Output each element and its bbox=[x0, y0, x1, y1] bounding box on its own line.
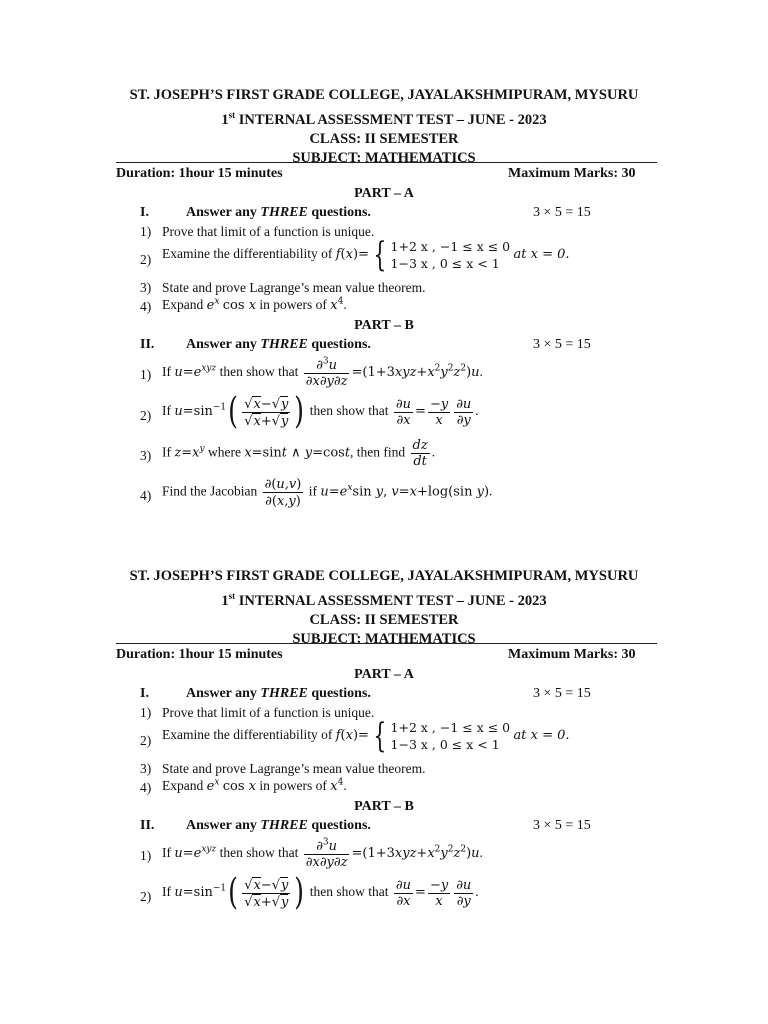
section-instruction: Answer any THREE questions. bbox=[186, 337, 371, 352]
duration: Duration: 1hour 15 minutes bbox=[116, 647, 283, 662]
section-marks: 3 × 5 = 15 bbox=[533, 337, 591, 352]
section-instruction: Answer any THREE questions. bbox=[186, 686, 371, 701]
max-marks: Maximum Marks: 30 bbox=[508, 166, 636, 181]
question-text: State and prove Lagrange’s mean value theorem. bbox=[162, 761, 426, 776]
part-a-title: PART – A bbox=[354, 667, 414, 682]
section-number: II. bbox=[140, 818, 155, 833]
question-number: 2) bbox=[140, 252, 152, 267]
part-a-title: PART – A bbox=[354, 186, 414, 201]
part-b-title: PART – B bbox=[354, 318, 414, 333]
header-divider bbox=[116, 643, 657, 644]
section-marks: 3 × 5 = 15 bbox=[533, 205, 591, 220]
paper-header bbox=[0, 567, 768, 650]
question-paper-1 bbox=[0, 86, 768, 509]
college-name: ST. JOSEPH’S FIRST GRADE COLLEGE, JAYALAKSHMIPURAM, MYSURU bbox=[129, 568, 639, 584]
question-paper-2 bbox=[0, 567, 768, 913]
part-b-title: PART – B bbox=[354, 799, 414, 814]
question-number: 1) bbox=[140, 224, 152, 239]
test-title: 1st INTERNAL ASSESSMENT TEST – JUNE - 2023 bbox=[221, 109, 547, 128]
question-text: If $u=e^{xyz}$ then show that $\frac{\partial^3u}{\partial x\partial y\partial z}$ $=(1+3xyz+x^2y^2z^2)u$. bbox=[162, 837, 483, 870]
max-marks: Maximum Marks: 30 bbox=[508, 647, 636, 662]
question-text: State and prove Lagrange’s mean value theorem. bbox=[162, 280, 426, 295]
question-text: Expand $e^x$ cos x in powers of $x^4$. bbox=[162, 777, 347, 794]
section-number: I. bbox=[140, 205, 149, 220]
section-marks: 3 × 5 = 15 bbox=[533, 818, 591, 833]
section-number: II. bbox=[140, 337, 155, 352]
question-number: 1) bbox=[140, 705, 152, 720]
paper-header bbox=[0, 86, 768, 169]
question-text: Examine the differentiability of f(x)= { 1+2 x , −1 ≤ x ≤ 0 1−3 x , 0 ≤ x < 1 at x = 0. bbox=[162, 716, 570, 756]
question-text: Find the Jacobian $\frac{\partial(u,v)}{\partial(x,y)}$ if $u=e^x\sin$ y, v=x+log(sin y). bbox=[162, 477, 493, 509]
question-number: 2) bbox=[140, 408, 152, 423]
section-instruction: Answer any THREE questions. bbox=[186, 205, 371, 220]
question-number: 2) bbox=[140, 733, 152, 748]
college-name: ST. JOSEPH’S FIRST GRADE COLLEGE, JAYALAKSHMIPURAM, MYSURU bbox=[129, 87, 639, 103]
question-text: If $u=e^{xyz}$ then show that $\frac{\partial^3u}{\partial x\partial y\partial z}$ $=(1+3xyz+x^2y^2z^2)u$. bbox=[162, 356, 483, 389]
question-number: 1) bbox=[140, 367, 152, 382]
section-instruction: Answer any THREE questions. bbox=[186, 818, 371, 833]
class-label: CLASS: II SEMESTER bbox=[309, 130, 459, 147]
class-label: CLASS: II SEMESTER bbox=[309, 611, 459, 628]
header-divider bbox=[116, 162, 657, 163]
question-number: 3) bbox=[140, 448, 152, 463]
question-text: Examine the differentiability of f(x)= { 1+2 x , −1 ≤ x ≤ 0 1−3 x , 0 ≤ x < 1 at x = 0. bbox=[162, 235, 570, 275]
question-number: 4) bbox=[140, 488, 152, 503]
question-number: 4) bbox=[140, 780, 152, 795]
question-number: 3) bbox=[140, 280, 152, 295]
question-text: Prove that limit of a function is unique. bbox=[162, 705, 375, 720]
duration: Duration: 1hour 15 minutes bbox=[116, 166, 283, 181]
test-title: 1st INTERNAL ASSESSMENT TEST – JUNE - 2023 bbox=[221, 590, 547, 609]
question-number: 2) bbox=[140, 889, 152, 904]
question-text: If $u=\sin^{-1}$( $\frac{√x-√y}{√x+√y}$ ) then show that $\frac{\partial u}{\partial x}$ = $\frac{-y}{x}$ $\frac{\partial u}{\partial y}$ . bbox=[162, 872, 479, 913]
question-text: If $z=x^y$ where x=sint ∧ y=cost, then find $\frac{dz}{dt}$ . bbox=[162, 438, 436, 469]
question-number: 1) bbox=[140, 848, 152, 863]
section-marks: 3 × 5 = 15 bbox=[533, 686, 591, 701]
subject-label: SUBJECT: MATHEMATICS bbox=[292, 150, 476, 167]
section-number: I. bbox=[140, 686, 149, 701]
question-number: 4) bbox=[140, 299, 152, 314]
question-text: Expand $e^x$ cos x in powers of $x^4$. bbox=[162, 296, 347, 313]
question-number: 3) bbox=[140, 761, 152, 776]
subject-label: SUBJECT: MATHEMATICS bbox=[292, 631, 476, 648]
question-text: Prove that limit of a function is unique. bbox=[162, 224, 375, 239]
question-text: If $u=\sin^{-1}$( $\frac{√x-√y}{√x+√y}$ ) then show that $\frac{\partial u}{\partial x}$ = $\frac{-y}{x}$ $\frac{\partial u}{\partial y}$ . bbox=[162, 391, 479, 432]
